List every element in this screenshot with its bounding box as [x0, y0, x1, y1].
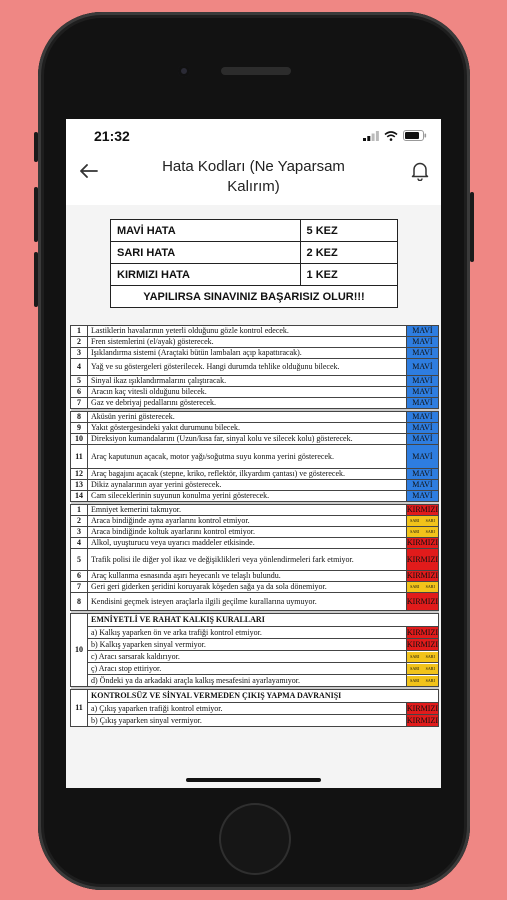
row-number: 3 [71, 527, 88, 538]
row-number: 10 [71, 614, 88, 687]
row-text: a) Çıkış yaparken trafiği kontrol etmiyor. [88, 703, 407, 715]
sari-code-label: SARI [422, 652, 438, 662]
row-number: 10 [71, 434, 88, 445]
list-item [71, 491, 439, 502]
row-number: 13 [71, 480, 88, 491]
row-number: 6 [71, 387, 88, 398]
wifi-icon [384, 131, 398, 141]
volume-down-button [34, 252, 38, 307]
sari-code-label: SARI [407, 676, 423, 686]
row-number: 6 [71, 571, 88, 582]
mute-switch [34, 132, 38, 162]
row-text: d) Öndeki ya da arkadaki araçla kalkış mesafesini ayarlayamıyor. [88, 675, 407, 687]
list-item [71, 326, 439, 337]
status-time: 21:32 [94, 128, 130, 144]
sari-code-cell [406, 675, 438, 687]
home-indicator [186, 778, 321, 782]
list-item [71, 348, 439, 359]
phone-frame [38, 12, 470, 890]
list-item [71, 571, 439, 582]
list-item [71, 639, 439, 651]
list-item [71, 423, 439, 434]
row-text: Işıklandırma sistemi (Araçtaki bütün lambaları açıp kapattıracak). [88, 348, 407, 359]
row-text: Emniyet kemerini takmıyor. [88, 505, 407, 516]
sari-code-cell [406, 582, 438, 593]
row-number: 12 [71, 469, 88, 480]
list-item [71, 549, 439, 571]
row-text: Fren sistemlerini (el/ayak) gösterecek. [88, 337, 407, 348]
sari-code-label: SARI [422, 516, 438, 526]
notifications-button[interactable] [411, 161, 429, 186]
list-item [71, 627, 439, 639]
list-item [71, 412, 439, 423]
list-item [71, 715, 439, 727]
kirmizi-code-cell: KIRMIZI [406, 639, 438, 649]
row-text: c) Aracı sarsarak kaldırıyor. [88, 651, 407, 663]
mavi-code-cell: MAVİ [406, 412, 438, 423]
mavi-code-cell: MAVİ [406, 348, 438, 359]
row-number: 9 [71, 423, 88, 434]
mavi-code-cell: MAVİ [406, 434, 438, 445]
row-number: 1 [71, 326, 88, 337]
mavi-code-cell: MAVİ [406, 398, 438, 409]
row-number: 11 [71, 445, 88, 469]
row-text: ç) Aracı stop ettiriyor. [88, 663, 407, 675]
mavi-code-cell: MAVİ [406, 423, 438, 434]
list-item [71, 445, 439, 469]
summary-footer: YAPILIRSA SINAVINIZ BAŞARISIZ OLUR!!! [111, 286, 398, 308]
summary-row: KIRMIZI HATA 1 KEZ [111, 264, 398, 286]
mavi-code-cell: MAVİ [406, 326, 438, 337]
list-item [71, 651, 439, 663]
sari-code-label: SARI [407, 652, 423, 662]
list-item [71, 527, 439, 538]
row-number: 7 [71, 398, 88, 409]
sari-code-label: SARI [422, 582, 438, 592]
sari-code-label: SARI [407, 527, 423, 537]
document-view[interactable] [66, 205, 441, 788]
bell-icon [411, 161, 429, 181]
kirmizi-code-cell: KIRMIZI [406, 538, 438, 547]
summary-row: MAVİ HATA 5 KEZ [111, 220, 398, 242]
section-title: KONTROLSÜZ VE SİNYAL VERMEDEN ÇIKIŞ YAPMA DAVRANIŞI [88, 690, 439, 703]
row-text: Alkol, uyuşturucu veya uyarıcı maddeler etkisinde. [88, 538, 407, 549]
row-text: Kendisini geçmek isteyen araçlarla ilgili geçilme kurallarına uymuyor. [88, 593, 407, 611]
list-item [71, 434, 439, 445]
row-number: 4 [71, 359, 88, 376]
mavi-code-cell: MAVİ [406, 376, 438, 387]
error-summary-table [110, 219, 398, 308]
kirmizi-code-cell: KIRMIZI [406, 703, 438, 713]
list-item [71, 469, 439, 480]
row-text: Yakıt göstergesindeki yakıt durumunu bilecek. [88, 423, 407, 434]
row-text: Araç kaputunun açacak, motor yağı/soğutma suyu konma yerini gösterecek. [88, 445, 407, 469]
list-item [71, 663, 439, 675]
volume-up-button [34, 187, 38, 242]
row-text: Araca bindiğinde ayna ayarlarını kontrol etmiyor. [88, 516, 407, 527]
row-text: b) Çıkış yaparken sinyal vermiyor. [88, 715, 407, 727]
kirmizi-code-cell: KIRMIZI [406, 571, 438, 580]
list-item [71, 703, 439, 715]
summary-row: SARI HATA 2 KEZ [111, 242, 398, 264]
app-bar [66, 151, 441, 203]
page-title: Hata Kodları (Ne Yaparsam Kalırım) [162, 158, 345, 195]
list-item [71, 538, 439, 549]
row-text: Yağ ve su göstergeleri gösterilecek. Hangi durumda tehlike olduğunu bilecek. [88, 359, 407, 376]
row-number: 8 [71, 412, 88, 423]
earpiece-speaker [221, 67, 291, 75]
list-item [71, 516, 439, 527]
sari-code-label: SARI [422, 527, 438, 537]
sari-code-label: SARI [407, 582, 423, 592]
list-item [71, 359, 439, 376]
list-item [71, 398, 439, 409]
list-item [71, 376, 439, 387]
row-number: 2 [71, 516, 88, 527]
row-number: 14 [71, 491, 88, 502]
sari-code-cell [406, 516, 438, 527]
row-number: 4 [71, 538, 88, 549]
sari-code-cell [406, 663, 438, 675]
list-item [71, 505, 439, 516]
row-number: 5 [71, 376, 88, 387]
back-button[interactable] [80, 161, 98, 184]
row-text: Dikiz aynalarının ayar yerini gösterecek. [88, 480, 407, 491]
list-item [71, 593, 439, 611]
row-number: 5 [71, 549, 88, 571]
sari-code-label: SARI [422, 676, 438, 686]
row-text: a) Kalkış yaparken ön ve arka trafiği kontrol etmiyor. [88, 627, 407, 639]
row-text: b) Kalkış yaparken sinyal vermiyor. [88, 639, 407, 651]
mavi-code-cell: MAVİ [406, 491, 438, 502]
mavi-code-cell: MAVİ [406, 387, 438, 398]
section-header [71, 614, 439, 627]
mavi-code-cell: MAVİ [406, 337, 438, 348]
sari-code-label: SARI [422, 664, 438, 674]
mavi-code-cell: MAVİ [406, 480, 438, 491]
row-text: Araç bagajını açacak (stepne, kriko, reflektör, ilkyardım çantası) ve gösterecek. [88, 469, 407, 480]
list-item [71, 480, 439, 491]
row-number: 8 [71, 593, 88, 611]
sari-code-cell [406, 651, 438, 663]
row-text: Araç kullanma esnasında aşırı heyecanlı ve telaşlı bulundu. [88, 571, 407, 582]
row-text: Aracın kaç vitesli olduğunu bilecek. [88, 387, 407, 398]
row-number: 1 [71, 505, 88, 516]
mavi-code-cell: MAVİ [406, 445, 438, 469]
sari-code-cell [406, 527, 438, 538]
home-button[interactable] [219, 803, 291, 875]
section-header [71, 690, 439, 703]
row-text: Sinyal ikaz ışıklandırmalarını çalıştıracak. [88, 376, 407, 387]
front-camera [178, 65, 190, 77]
list-item [71, 582, 439, 593]
app-screen [66, 119, 441, 788]
list-item [71, 337, 439, 348]
row-text: Aküsün yerini gösterecek. [88, 412, 407, 423]
section-title: EMNİYETLİ VE RAHAT KALKIŞ KURALLARI [88, 614, 439, 627]
row-text: Geri geri giderken şeridini koruyarak köşeden sağa ya da sola dönemiyor. [88, 582, 407, 593]
kirmizi-code-cell: KIRMIZI [406, 505, 438, 514]
battery-icon [403, 130, 427, 141]
row-text: Gaz ve debriyaj pedallarını gösterecek. [88, 398, 407, 409]
back-arrow-icon [80, 164, 98, 178]
kirmizi-code-cell: KIRMIZI [406, 593, 438, 611]
sari-code-label: SARI [407, 664, 423, 674]
kirmizi-code-cell: KIRMIZI [406, 715, 438, 725]
list-item [71, 675, 439, 687]
row-text: Direksiyon kumandalarını (Uzun/kısa far, sinyal kolu ve silecek kolu) gösterecek. [88, 434, 407, 445]
status-bar [66, 119, 441, 151]
row-number: 3 [71, 348, 88, 359]
row-number: 11 [71, 690, 88, 727]
row-text: Cam sileceklerinin suyunun konulma yerini gösterecek. [88, 491, 407, 502]
mavi-code-cell: MAVİ [406, 359, 438, 376]
sari-code-label: SARI [407, 516, 423, 526]
row-number: 2 [71, 337, 88, 348]
row-text: Trafik polisi ile diğer yol ikaz ve değişiklikleri veya yönlendirmeleri fark etmiyor. [88, 549, 407, 571]
row-number: 7 [71, 582, 88, 593]
mavi-code-cell: MAVİ [406, 469, 438, 480]
row-text: Lastiklerin havalarının yeterli olduğunu gözle kontrol edecek. [88, 326, 407, 337]
kirmizi-code-cell: KIRMIZI [406, 549, 438, 571]
signal-icon [363, 131, 379, 141]
list-item [71, 387, 439, 398]
kirmizi-code-cell: KIRMIZI [406, 627, 438, 637]
row-text: Araca bindiğinde koltuk ayarlarını kontrol etmiyor. [88, 527, 407, 538]
power-button [470, 192, 474, 262]
error-list-table [70, 325, 439, 727]
